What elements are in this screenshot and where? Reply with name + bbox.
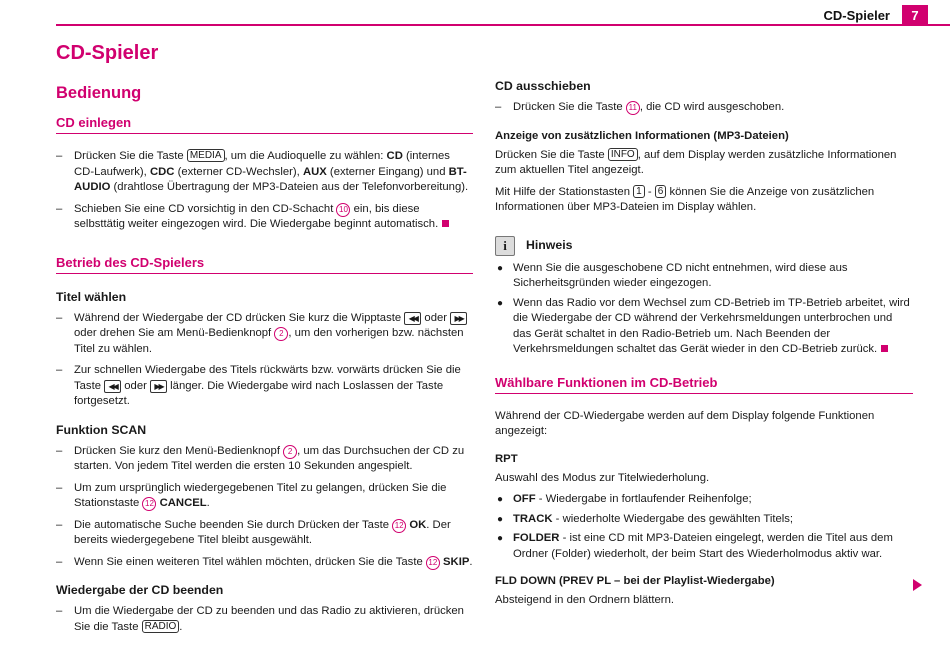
list-item bbox=[56, 149, 473, 196]
dash-marker: – bbox=[56, 481, 63, 494]
bullet-icon: ● bbox=[497, 533, 504, 544]
text: , um die Audioquelle zu wählen: bbox=[224, 150, 387, 162]
dash-marker: – bbox=[495, 101, 502, 113]
station-key-1: 1 bbox=[633, 185, 645, 198]
list-item bbox=[495, 261, 913, 292]
media-key: MEDIA bbox=[187, 149, 225, 162]
heading-anzeige-mp3: Anzeige von zusätzlichen Informationen (MP3-Dateien) bbox=[495, 129, 789, 142]
bt-audio-label: BT-AUDIO bbox=[74, 165, 467, 193]
list-item bbox=[56, 444, 473, 475]
paragraph bbox=[495, 148, 913, 179]
list-item bbox=[495, 100, 913, 116]
heading-betrieb: Betrieb des CD-Spielers bbox=[56, 254, 473, 274]
callout-number: 2 bbox=[283, 445, 297, 459]
text: oder bbox=[421, 311, 451, 324]
text: Um zum ursprünglich wiedergegebenen Titel zu gelangen, drücken Sie die Stationstaste bbox=[74, 481, 447, 509]
list-item bbox=[495, 512, 913, 528]
text: Wenn das Radio vor dem Wechsel zum CD-Betrieb im TP-Betrieb arbeitet, wird die Wiedergabe der CD während der Verkehrsmeldungen unterbrochen und das Gerät schaltet in den Radio-Betrieb um. Nach Beenden der Verkehrsmeldungen schaltet das Gerät wieder in den CD-Betrieb zurück. bbox=[513, 296, 910, 355]
text: Wenn Sie die ausgeschobene CD nicht entnehmen, wird diese aus Sicherheitsgründen wieder eingezogen. bbox=[513, 261, 848, 289]
folder-label: FOLDER bbox=[513, 532, 560, 544]
heading-funktion-scan: Funktion SCAN bbox=[56, 422, 147, 437]
text: (drahtlose Übertragung der MP3-Dateien aus der Telefonvorbereitung). bbox=[110, 181, 469, 193]
text: Während der Wiedergabe der CD drücken Sie kurz die Wipptaste bbox=[74, 311, 405, 324]
fast-forward-icon: ▶▶ bbox=[150, 380, 167, 393]
text: Um die Wiedergabe der CD zu beenden und das Radio zu aktivieren, drücken Sie die Taste bbox=[74, 605, 464, 633]
callout-number: 10 bbox=[336, 203, 350, 217]
header-rule bbox=[56, 24, 950, 26]
next-page-arrow-icon bbox=[913, 579, 922, 591]
heading-fld-down: FLD DOWN (PREV PL – bei der Playlist-Wiedergabe) bbox=[495, 575, 775, 587]
text: - bbox=[644, 185, 655, 198]
info-key: INFO bbox=[608, 148, 638, 161]
bullet-icon: ● bbox=[497, 494, 504, 505]
text: Wenn Sie einen weiteren Titel wählen möchten, drücken Sie die Taste bbox=[74, 555, 426, 568]
dash-marker: – bbox=[56, 311, 63, 324]
callout-number: 12 bbox=[426, 556, 440, 570]
callout-number: 2 bbox=[274, 327, 288, 341]
text: oder bbox=[121, 379, 151, 392]
station-key-6: 6 bbox=[655, 185, 667, 198]
skip-label: SKIP bbox=[443, 555, 470, 568]
text: ein, bis diese selbsttätig weiter eingezogen wird. Die Wiedergabe beginnt automatisch. bbox=[74, 202, 439, 230]
callout-number: 12 bbox=[392, 519, 406, 533]
aux-label: AUX bbox=[302, 165, 327, 178]
text: können Sie die Anzeige von zusätzlichen Informationen über MP3-Dateien im Display wählen. bbox=[495, 185, 875, 213]
list-item bbox=[56, 311, 473, 358]
heading-titel-waehlen: Titel wählen bbox=[56, 289, 127, 304]
text: , die CD wird ausgeschoben. bbox=[639, 101, 785, 113]
ok-label: OK bbox=[409, 518, 427, 531]
list-item bbox=[56, 518, 473, 549]
paragraph bbox=[495, 185, 913, 216]
text: (internes CD-Laufwerk), bbox=[74, 150, 450, 178]
bullet-icon: ● bbox=[497, 297, 504, 309]
text: . bbox=[179, 620, 183, 633]
cancel-label: CANCEL bbox=[159, 497, 207, 509]
paragraph: Auswahl des Modus zur Titelwiederholung. bbox=[495, 471, 710, 484]
text: - wiederholte Wiedergabe des gewählten Titels; bbox=[552, 512, 794, 525]
dash-marker: – bbox=[56, 518, 63, 531]
text: (externer CD-Wechsler), bbox=[174, 165, 303, 178]
bullet-icon: ● bbox=[497, 262, 504, 274]
text: Schieben Sie eine CD vorsichtig in den CD-Schacht bbox=[74, 202, 337, 215]
list-item bbox=[56, 555, 473, 571]
dash-marker: – bbox=[56, 202, 63, 215]
heading-cd-einlegen: CD einlegen bbox=[56, 114, 473, 134]
text: Die automatische Suche beenden Sie durch Drücken der Taste bbox=[74, 518, 393, 531]
text: oder drehen Sie am Menü-Bedienknopf bbox=[74, 327, 275, 339]
text: . Der bereits wiedergegebene Titel bleibt ausgewählt. bbox=[74, 518, 451, 546]
dash-marker: – bbox=[56, 444, 63, 457]
page-number: 7 bbox=[902, 5, 928, 26]
callout-number: 11 bbox=[626, 101, 640, 115]
hint-header bbox=[495, 236, 913, 256]
text: Mit Hilfe der Stationstasten bbox=[495, 185, 634, 198]
list-item bbox=[56, 363, 473, 410]
heading-rpt: RPT bbox=[495, 452, 518, 465]
track-label: TRACK bbox=[513, 512, 553, 525]
off-label: OFF bbox=[513, 493, 536, 505]
text: (externer Eingang) und bbox=[326, 165, 449, 178]
list-item bbox=[495, 296, 913, 358]
section-end-marker bbox=[442, 220, 449, 227]
left-column bbox=[56, 40, 473, 641]
heading-cd-ausschieben: CD ausschieben bbox=[495, 79, 591, 93]
list-item bbox=[56, 202, 473, 233]
text: . bbox=[469, 555, 473, 568]
hint-title: Hinweis bbox=[526, 237, 573, 252]
chapter-title: CD-Spieler bbox=[56, 42, 159, 64]
bullet-icon: ● bbox=[497, 513, 504, 525]
list-item bbox=[56, 481, 473, 512]
text: - Wiedergabe in fortlaufender Reihenfolge; bbox=[535, 493, 752, 505]
list-item bbox=[495, 492, 913, 508]
text: . bbox=[206, 497, 210, 509]
right-column bbox=[495, 78, 913, 615]
dash-marker: – bbox=[56, 150, 63, 162]
paragraph: Während der CD-Wiedergabe werden auf dem Display folgende Funktionen angezeigt: bbox=[495, 409, 875, 437]
cd-label: CD bbox=[386, 150, 403, 162]
paragraph: Absteigend in den Ordnern blättern. bbox=[495, 594, 674, 606]
list-item bbox=[56, 604, 473, 635]
section-title: Bedienung bbox=[56, 84, 142, 102]
text: Zur schnellen Wiedergabe des Titels rückwärts bzw. vorwärts drücken Sie die Taste bbox=[74, 364, 461, 392]
text: , um den vorherigen bzw. nächsten Titel zu wählen. bbox=[74, 327, 464, 355]
rewind-icon: ◀◀ bbox=[104, 380, 121, 393]
dash-marker: – bbox=[56, 555, 63, 568]
heading-wiedergabe-beenden: Wiedergabe der CD beenden bbox=[56, 583, 224, 597]
text: Drücken Sie die Taste bbox=[74, 150, 187, 162]
text: länger. Die Wiedergabe wird nach Loslassen der Taste fortgesetzt. bbox=[74, 379, 444, 407]
text: Drücken Sie kurz den Menü-Bedienknopf bbox=[74, 444, 284, 457]
text: - ist eine CD mit MP3-Dateien eingelegt, werden die Titel aus dem Ordner (Folder) wiederholt, der beim Start des Wiederholmodus aktiv war. bbox=[513, 532, 893, 560]
info-icon: i bbox=[495, 236, 515, 256]
dash-marker: – bbox=[56, 364, 63, 376]
text: Drücken Sie die Taste bbox=[495, 148, 608, 161]
list-item bbox=[495, 531, 913, 562]
radio-key: RADIO bbox=[142, 620, 180, 633]
dash-marker: – bbox=[56, 605, 63, 617]
cdc-label: CDC bbox=[149, 165, 175, 178]
rewind-icon: ◀◀ bbox=[404, 312, 421, 325]
text: , um das Durchsuchen der CD zu starten. Von jedem Titel werden die ersten 10 Sekunden angespielt. bbox=[74, 444, 465, 472]
text: , auf dem Display werden zusätzliche Informationen zum aktuellen Titel angezeigt. bbox=[495, 148, 897, 176]
section-end-marker bbox=[881, 345, 888, 352]
callout-number: 12 bbox=[142, 497, 156, 511]
running-header-title: CD-Spieler bbox=[823, 8, 890, 23]
text: Drücken Sie die Taste bbox=[513, 101, 626, 113]
heading-waehlbare-funktionen: Wählbare Funktionen im CD-Betrieb bbox=[495, 374, 913, 394]
fast-forward-icon: ▶▶ bbox=[450, 312, 467, 325]
